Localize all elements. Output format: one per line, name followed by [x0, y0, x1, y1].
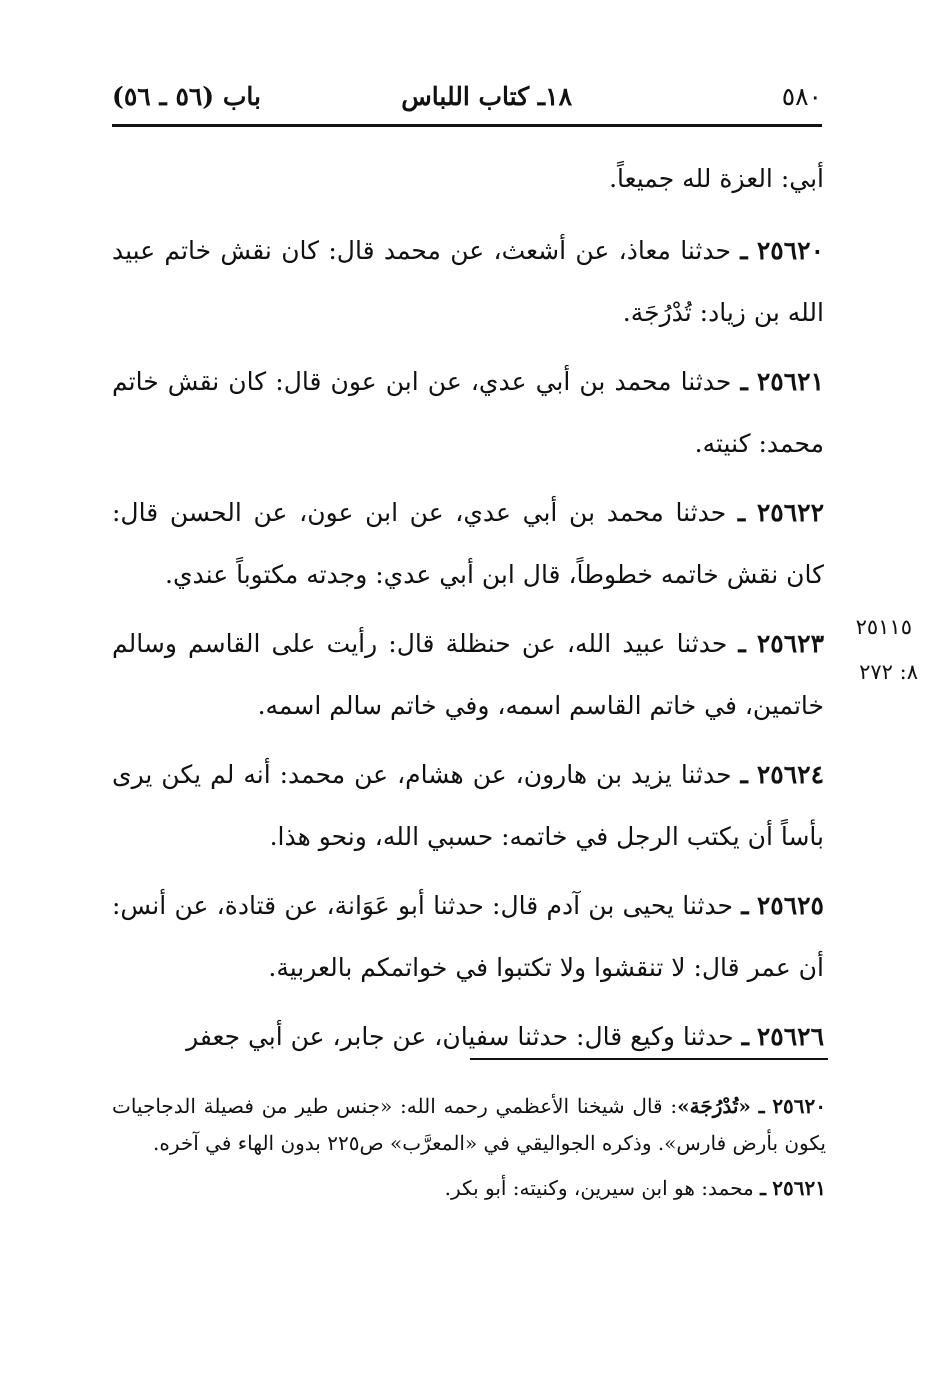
hadith-number: ٢٥٦٢٠	[756, 236, 824, 265]
hadith-paragraph	[112, 482, 824, 606]
header-rule	[112, 124, 822, 127]
hadith-number: ٢٥٦٢٤	[756, 760, 825, 789]
page-number: ٥٨٠	[781, 82, 822, 111]
hadith-number: ٢٥٦٢٥	[756, 891, 824, 920]
main-text	[112, 148, 824, 1075]
hadith-text: حدثنا يحيى بن آدم قال: حدثنا أبو عَوَانة، عن قتادة، عن أنس: أن عمر قال: لا تنقشوا ولا تكتبوا في خواتمكم بالعربية.	[112, 891, 824, 982]
footnote-number: ٢٥٦٢٠	[772, 1094, 827, 1118]
hadith-paragraph	[112, 744, 824, 868]
footnote	[112, 1088, 826, 1162]
footnote-text: محمد: هو ابن سيرين، وكنيته: أبو بكر.	[444, 1176, 754, 1200]
footnote-rule	[470, 1058, 828, 1060]
hadith-paragraph	[112, 351, 824, 475]
footnote-separator: ـ	[758, 1094, 765, 1118]
hadith-text: حدثنا وكيع قال: حدثنا سفيان، عن جابر، عن أبي جعفر	[186, 1022, 734, 1051]
hadith-number: ٢٥٦٢٦	[756, 1022, 824, 1051]
hadith-paragraph	[112, 875, 824, 999]
footnotes	[112, 1088, 826, 1215]
footnote-label: «تُدْرُجَة»	[677, 1094, 751, 1118]
book-title: ١٨ـ كتاب اللباس	[401, 82, 572, 111]
hadith-paragraph	[112, 220, 824, 344]
paragraph-continuation	[112, 148, 824, 210]
page-header	[112, 78, 822, 118]
hadith-text: حدثنا محمد بن أبي عدي، عن ابن عون، عن الحسن قال: كان نقش خاتمه خطوطاً، قال ابن أبي عدي: وجدته مكتوباً عندي.	[112, 498, 824, 589]
margin-cross-reference: ٢٥١١٥	[855, 615, 912, 639]
hadith-separator: ـ	[737, 498, 746, 527]
hadith-text: حدثنا يزيد بن هارون، عن هشام، عن محمد: أنه لم يكن يرى بأساً أن يكتب الرجل في خاتمه: حسبي الله، ونحو هذا.	[112, 760, 824, 851]
hadith-text: حدثنا محمد بن أبي عدي، عن ابن عون قال: كان نقش خاتم محمد: كنيته.	[112, 367, 824, 458]
hadith-separator: ـ	[741, 891, 749, 920]
hadith-separator: ـ	[738, 629, 746, 658]
hadith-separator: ـ	[740, 760, 748, 789]
hadith-separator: ـ	[741, 1022, 749, 1051]
margin-cross-reference: ٨: ٢٧٢	[859, 660, 918, 684]
footnote-number: ٢٥٦٢١	[772, 1176, 826, 1200]
footnote	[112, 1170, 826, 1207]
hadith-separator: ـ	[740, 367, 748, 396]
footnote-separator: ـ	[760, 1176, 766, 1200]
hadith-text: حدثنا عبيد الله، عن حنظلة قال: رأيت على القاسم وسالم خاتمين، في خاتم القاسم اسمه، وفي خاتم سالم اسمه.	[112, 629, 824, 720]
hadith-number: ٢٥٦٢١	[756, 367, 825, 396]
hadith-separator: ـ	[740, 236, 748, 265]
chapter-heading: باب (٥٦ ـ ٥٦)	[112, 82, 261, 111]
hadith-text: حدثنا معاذ، عن أشعث، عن محمد قال: كان نقش خاتم عبيد الله بن زياد: تُدْرُجَة.	[112, 236, 824, 327]
footnote-text: : قال شيخنا الأعظمي رحمه الله: «جنس طير من فصيلة الدجاجيات يكون بأرض فارس». وذكره الجواليقي في «المعرَّب» ص٢٢٥ بدون الهاء في آخره.	[112, 1094, 826, 1155]
hadith-paragraph	[112, 613, 824, 737]
hadith-number: ٢٥٦٢٢	[756, 498, 824, 527]
paragraph-text: أبي: العزة لله جميعاً.	[609, 164, 824, 193]
hadith-number: ٢٥٦٢٣	[756, 629, 825, 658]
